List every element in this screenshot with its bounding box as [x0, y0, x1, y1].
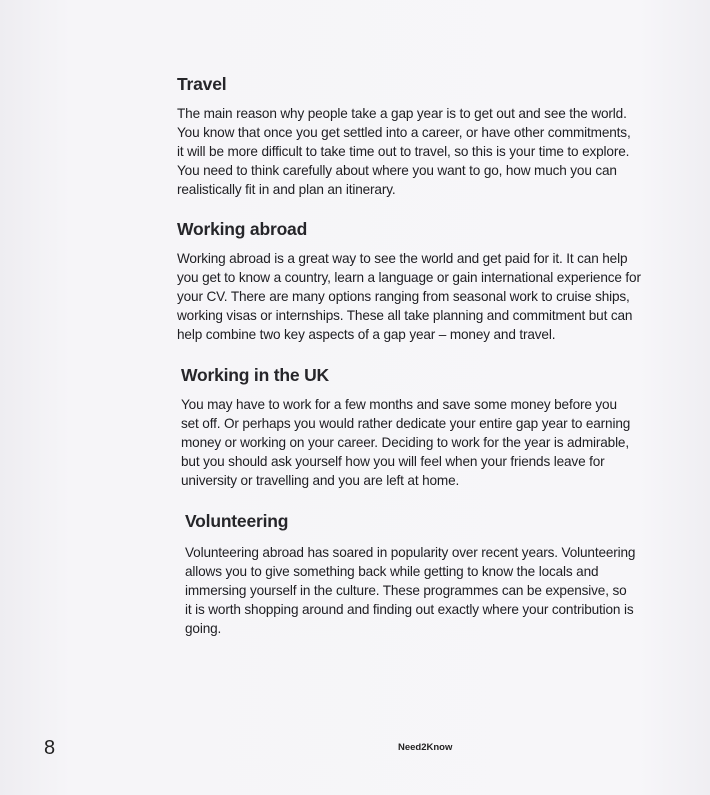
text-line: but you should ask yourself how you will feel when your friends leave for [181, 454, 605, 469]
text-line: You need to think carefully about where you want to go, how much you can [177, 163, 617, 178]
section-body [185, 543, 635, 638]
text-line: university or travelling and you are left at home. [181, 473, 460, 488]
section-heading: Working abroad [177, 219, 308, 239]
text-line: help combine two key aspects of a gap year – money and travel. [177, 327, 556, 342]
section-working-abroad [177, 219, 641, 344]
section-heading: Working in the UK [181, 365, 329, 385]
page-number: 8 [44, 737, 56, 759]
text-line: Working abroad is a great way to see the world and get paid for it. It can help [177, 251, 628, 266]
text-line: allows you to give something back while getting to know the locals and [185, 564, 599, 579]
text-line: Volunteering abroad has soared in popularity over recent years. Volunteering [185, 545, 636, 560]
text-line: immersing yourself in the culture. These programmes can be expensive, so [185, 583, 627, 598]
text-line: The main reason why people take a gap year is to get out and see the world. [177, 106, 627, 121]
text-line: realistically fit in and plan an itinerary. [177, 182, 396, 197]
section-volunteering [185, 511, 635, 638]
text-line: money or working on your career. Deciding to work for the year is admirable, [181, 435, 629, 450]
publisher-footer: Need2Know [398, 742, 453, 753]
text-line: You know that once you get settled into a career, or have other commitments, [177, 125, 631, 140]
text-line: it will be more difficult to take time out to travel, so this is your time to explore. [177, 144, 630, 159]
section-heading: Volunteering [185, 511, 289, 531]
section-heading: Travel [177, 74, 227, 94]
text-line: going. [185, 621, 222, 636]
section-travel [177, 74, 631, 199]
text-line: your CV. There are many options ranging from seasonal work to cruise ships, [177, 289, 630, 304]
section-working-in-uk [181, 365, 630, 490]
section-body [181, 395, 630, 490]
section-body [177, 104, 631, 199]
text-line: working visas or internships. These all take planning and commitment but can [177, 308, 633, 323]
text-line: it is worth shopping around and finding out exactly where your contribution is [185, 602, 634, 617]
text-line: You may have to work for a few months and save some money before you [181, 397, 617, 412]
text-line: you get to know a country, learn a language or gain international experience for [177, 270, 641, 285]
section-body [177, 249, 641, 344]
text-line: set off. Or perhaps you would rather dedicate your entire gap year to earning [181, 416, 631, 431]
